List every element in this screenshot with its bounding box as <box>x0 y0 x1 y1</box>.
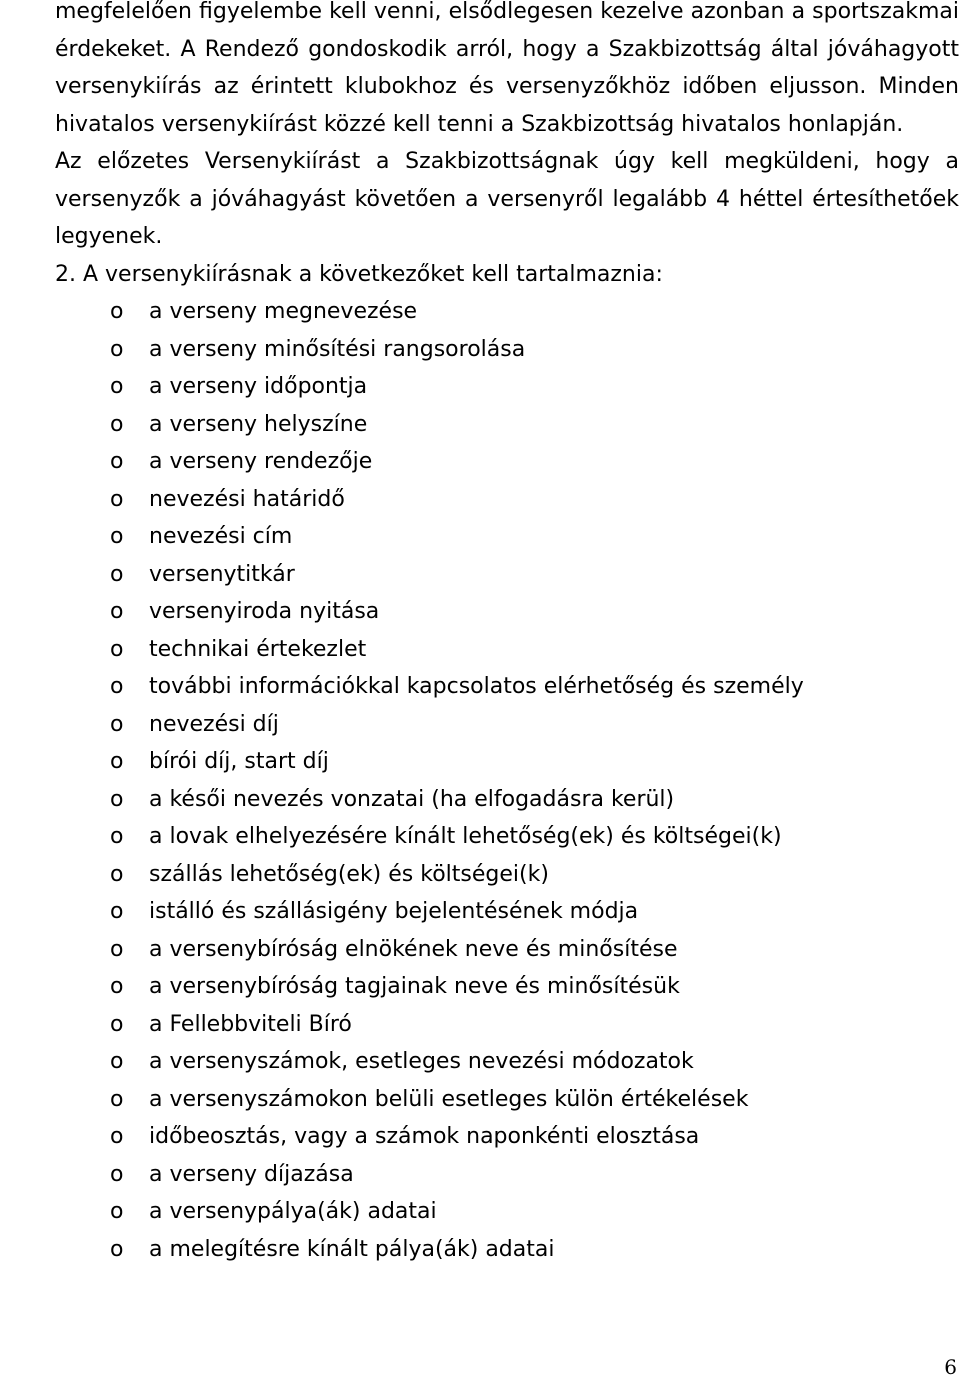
list-item-text: versenyiroda nyitása <box>149 599 380 624</box>
list-item <box>55 931 959 969</box>
list-item-text: a verseny díjazása <box>149 1161 354 1187</box>
bullet-marker: o <box>110 411 124 437</box>
list-item-text: nevezési cím <box>149 524 293 549</box>
list-item-text: időbeosztás, vagy a számok naponkénti elosztása <box>149 1124 700 1149</box>
list-item <box>55 631 959 669</box>
list-item <box>55 556 959 594</box>
section-heading: 2. A versenykiírásnak a következőket kell tartalmaznia: <box>55 261 663 287</box>
list-item <box>55 668 959 706</box>
paragraph-preliminary-notice: Az előzetes Versenykiírást a Szakbizottságnak úgy kell megküldeni, hogy a versenyzők a jóváhagyást követően a versenyről legalább 4 héttel értesíthetőek legyenek. <box>55 149 959 249</box>
bullet-marker: o <box>110 599 124 624</box>
bullet-marker: o <box>110 1049 124 1074</box>
list-item-text: a versenyszámokon belüli esetleges külön értékelések <box>149 1086 749 1112</box>
list-item-text: a versenybíróság elnökének neve és minősítése <box>149 936 678 962</box>
list-item-text: a versenybíróság tagjainak neve és minősítésük <box>149 974 680 999</box>
list-item-text: a melegítésre kínált pálya(ák) adatai <box>149 1236 555 1262</box>
list-item <box>55 818 959 856</box>
bullet-marker: o <box>110 1086 124 1112</box>
list-item-text: versenytitkár <box>149 561 295 587</box>
list-item-text: a verseny rendezője <box>149 449 373 474</box>
list-item <box>55 1156 959 1194</box>
bullet-marker: o <box>110 524 124 549</box>
bullet-marker: o <box>110 561 124 587</box>
list-item <box>55 706 959 744</box>
bullet-marker: o <box>110 1236 124 1262</box>
list-item <box>55 518 959 556</box>
paragraph-rules-intro: megfelelően figyelembe kell venni, elsődlegesen kezelve azonban a sportszakmai érdekeket. A Rendező gondoskodik arról, hogy a Szakbizottság által jóváhagyott versenykiírás az érintett klubokhoz és versenyzőkhöz időben eljusson. Minden hivatalos versenykiírást közzé kell tenni a Szakbizottság hivatalos honlapján. <box>55 0 959 137</box>
bullet-marker: o <box>110 1011 124 1037</box>
bullet-marker: o <box>110 486 124 512</box>
bullet-marker: o <box>110 336 124 362</box>
list-item-text: a lovak elhelyezésére kínált lehetőség(ek) és költségei(k) <box>149 824 782 849</box>
requirements-list <box>55 293 959 1268</box>
list-item-text: bírói díj, start díj <box>149 749 329 774</box>
list-item <box>55 1231 959 1269</box>
list-item-text: a késői nevezés vonzatai (ha elfogadásra kerül) <box>149 786 675 812</box>
bullet-marker: o <box>110 749 124 774</box>
list-item <box>55 293 959 331</box>
bullet-marker: o <box>110 899 124 924</box>
page-number: 6 <box>944 1355 957 1379</box>
list-item-text: szállás lehetőség(ek) és költségei(k) <box>149 861 549 887</box>
bullet-marker: o <box>110 1124 124 1149</box>
bullet-marker: o <box>110 936 124 962</box>
bullet-marker: o <box>110 861 124 887</box>
list-item <box>55 1006 959 1044</box>
list-item-text: technikai értekezlet <box>149 636 367 662</box>
list-item <box>55 1193 959 1231</box>
list-item-text: a verseny időpontja <box>149 374 368 399</box>
list-item <box>55 781 959 819</box>
list-item-text: a Fellebbviteli Bíró <box>149 1011 352 1037</box>
list-item-text: a verseny minősítési rangsorolása <box>149 336 526 362</box>
list-item <box>55 1118 959 1156</box>
bullet-marker: o <box>110 674 124 699</box>
list-item-text: istálló és szállásigény bejelentésének módja <box>149 899 639 924</box>
bullet-marker: o <box>110 786 124 812</box>
bullet-marker: o <box>110 1161 124 1187</box>
list-item <box>55 856 959 894</box>
bullet-marker: o <box>110 636 124 662</box>
list-item-text: nevezési díj <box>149 711 279 737</box>
list-item <box>55 893 959 931</box>
list-item <box>55 443 959 481</box>
bullet-marker: o <box>110 711 124 737</box>
bullet-marker: o <box>110 299 124 324</box>
document-body <box>55 0 959 1268</box>
list-item <box>55 368 959 406</box>
list-item <box>55 406 959 444</box>
list-item-text: a versenyszámok, esetleges nevezési módozatok <box>149 1049 694 1074</box>
list-item-text: a versenypálya(ák) adatai <box>149 1199 437 1224</box>
bullet-marker: o <box>110 449 124 474</box>
list-item <box>55 1043 959 1081</box>
list-item <box>55 743 959 781</box>
list-item <box>55 481 959 519</box>
list-item-text: nevezési határidő <box>149 486 345 512</box>
list-item <box>55 331 959 369</box>
list-item-text: a verseny megnevezése <box>149 299 418 324</box>
bullet-marker: o <box>110 1199 124 1224</box>
list-item <box>55 968 959 1006</box>
list-item-text: további információkkal kapcsolatos elérhetőség és személy <box>149 674 804 699</box>
bullet-marker: o <box>110 824 124 849</box>
list-item <box>55 1081 959 1119</box>
bullet-marker: o <box>110 974 124 999</box>
list-item-text: a verseny helyszíne <box>149 411 368 437</box>
bullet-marker: o <box>110 374 124 399</box>
list-item <box>55 593 959 631</box>
